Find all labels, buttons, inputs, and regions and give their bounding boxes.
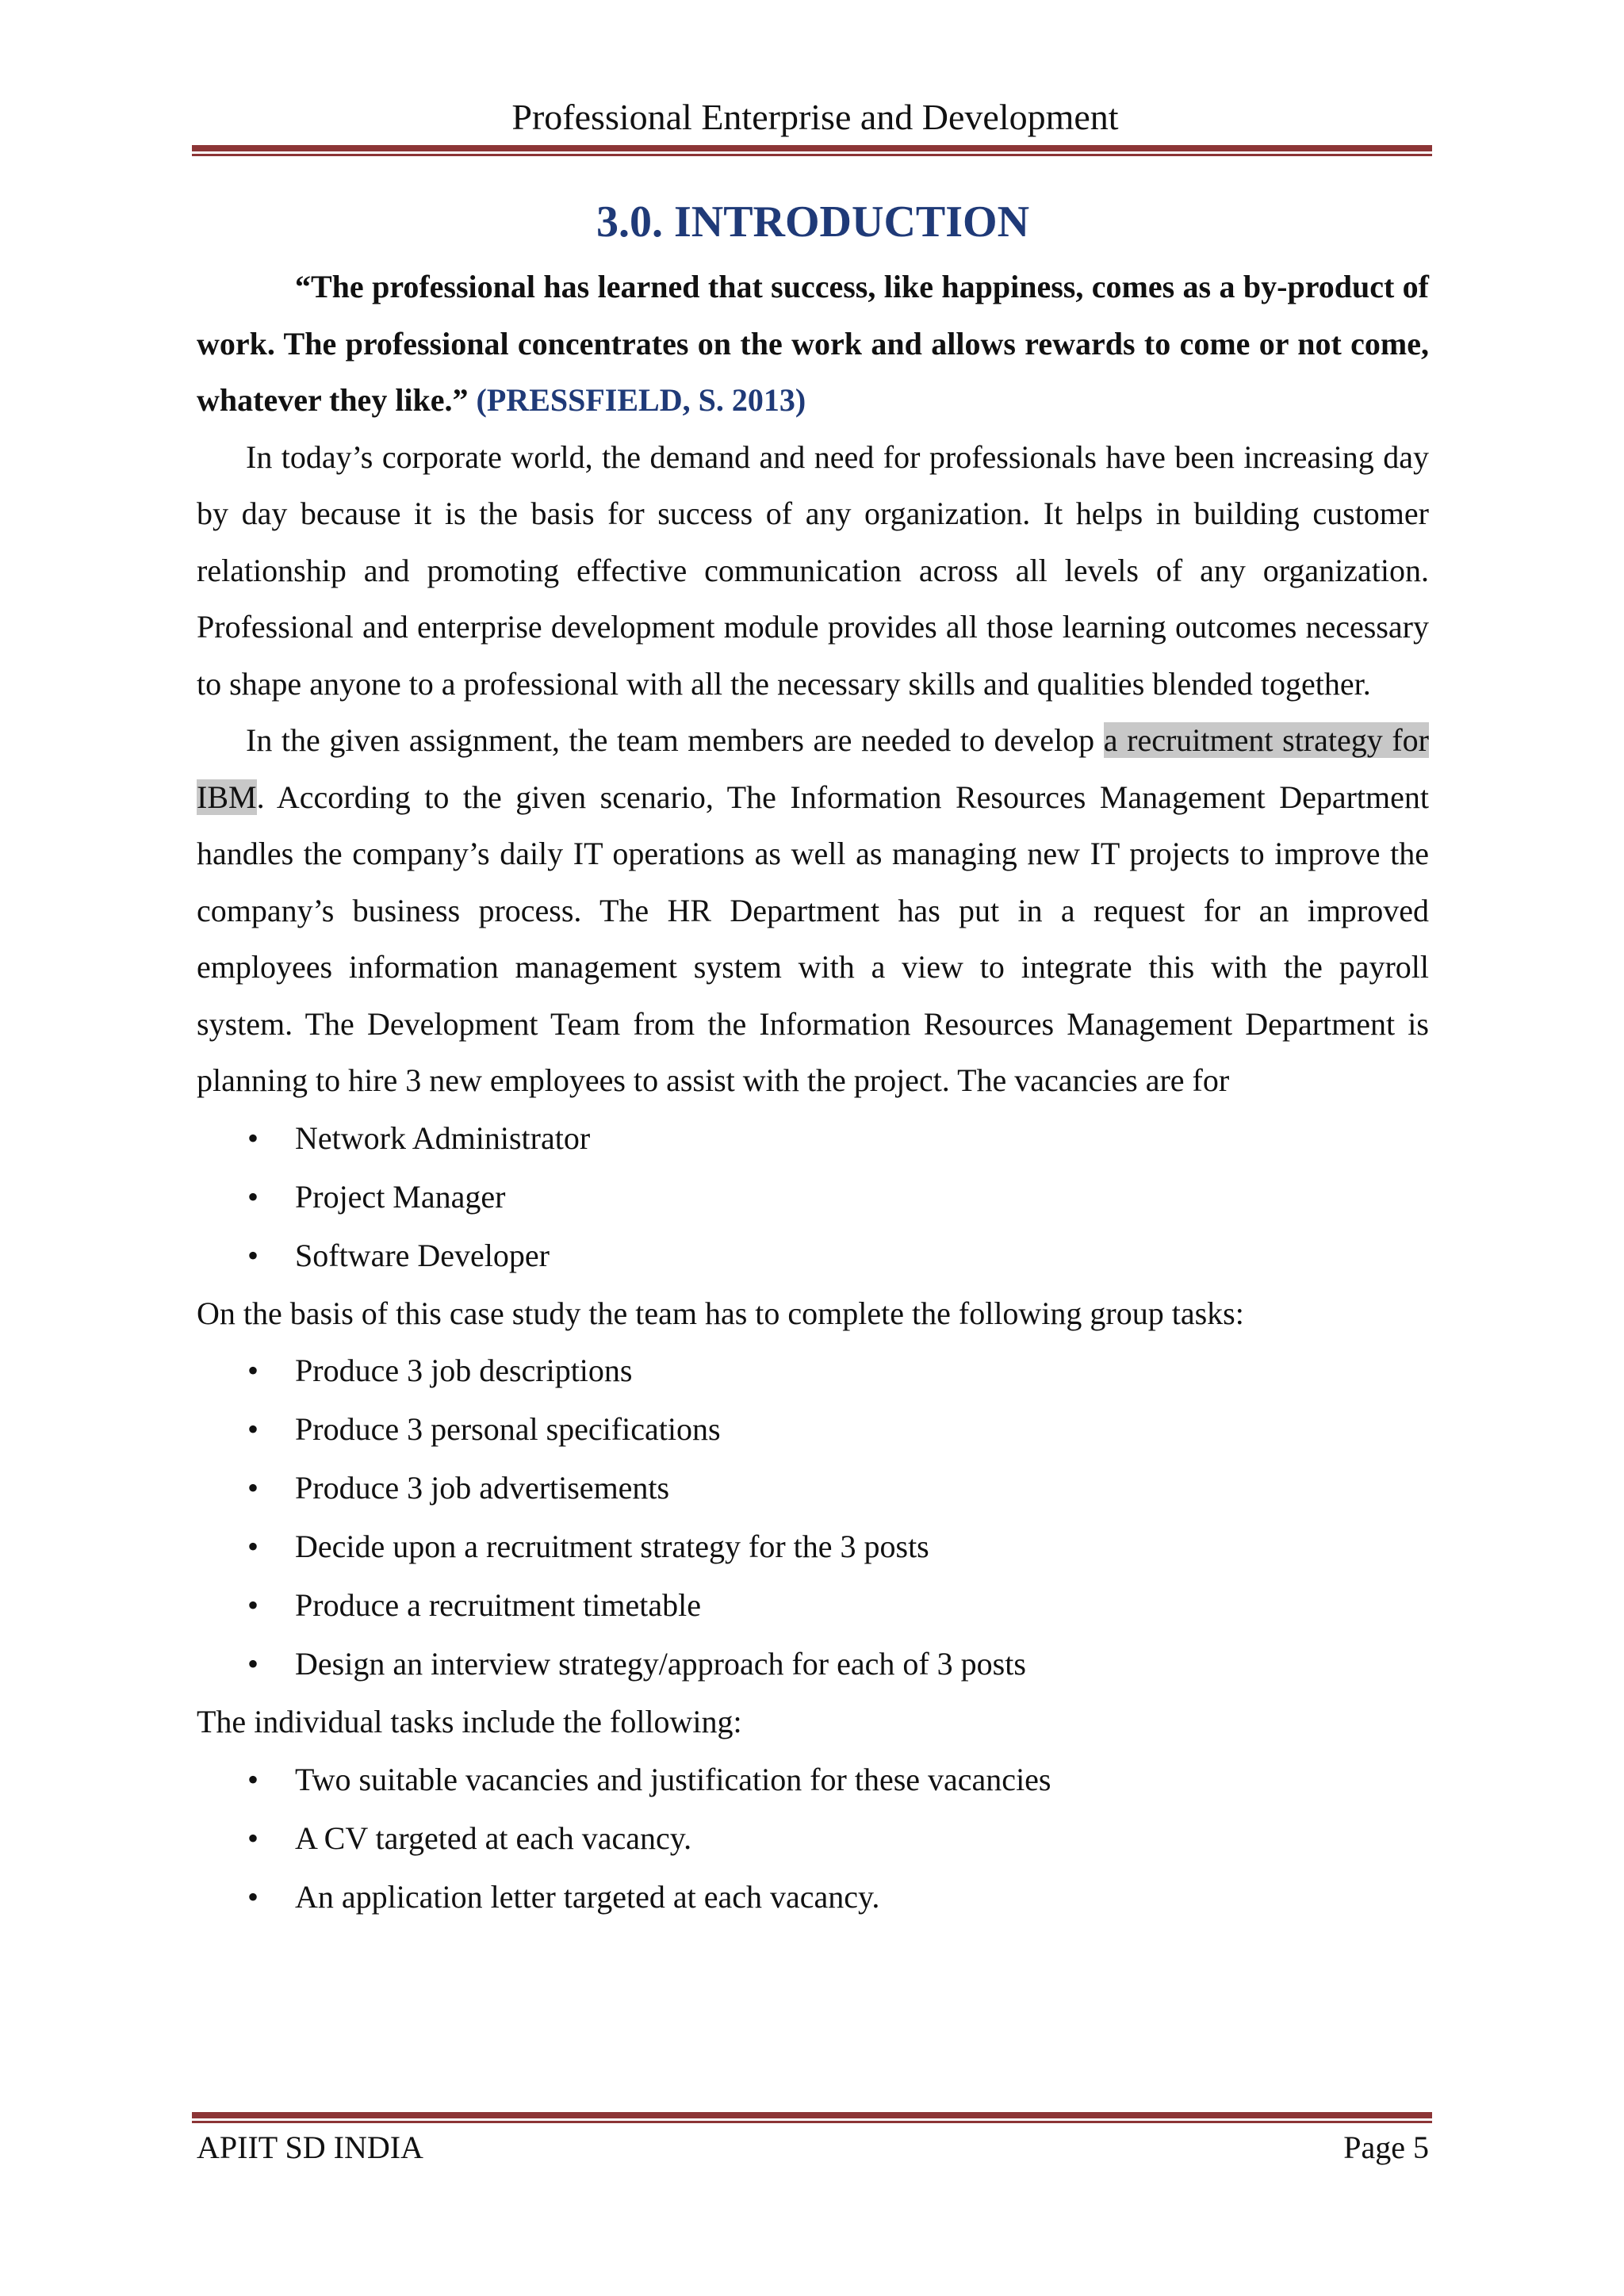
paragraph-assignment [197,712,1429,1109]
bullet-icon: • [247,1178,259,1215]
list-item: • Produce 3 job descriptions [197,1341,1429,1400]
bullet-icon: • [247,1353,259,1388]
bullet-icon: • [247,1119,259,1156]
bullet-icon: • [247,1646,259,1682]
section-heading: 3.0. INTRODUCTION [596,197,1030,247]
list-item: • A CV targeted at each vacancy. [197,1809,1429,1868]
quote-text: “The professional has learned that success, like happiness, comes as a by-product of work. The professional concentrates on the work and allows rewards to come or not come, whatever they like.” [197,269,1429,418]
page-content [197,190,1429,1927]
individual-tasks-intro: The individual tasks include the following: [197,1704,742,1739]
list-item: • Produce 3 job advertisements [197,1459,1429,1517]
group-tasks-list [197,1341,1429,1693]
footer-institution: APIIT SD INDIA [197,2130,423,2165]
group-tasks-intro: On the basis of this case study the team has to complete the following group tasks: [197,1295,1244,1331]
list-item: • Decide upon a recruitment strategy for the 3 posts [197,1517,1429,1576]
list-item: • Project Manager [197,1168,1429,1226]
bullet-icon: • [247,1470,259,1506]
list-item: • Network Administrator [197,1109,1429,1168]
list-item: • Design an interview strategy/approach for each of 3 posts [197,1635,1429,1693]
paragraph-corporate-world: In today’s corporate world, the demand and need for professionals have been increasing day by day because it is the basis for success of any organization. It helps in building customer relationship and promoting effective communication across all levels of any organization. Professional and enterprise development module provides all those learning outcomes necessary to shape anyone to a professional with all the necessary skills and qualities blended together. [197,438,1429,702]
bullet-icon: • [247,1529,259,1564]
list-item: • Two suitable vacancies and justification for these vacancies [197,1751,1429,1809]
individual-tasks-list [197,1751,1429,1927]
list-item: • Software Developer [197,1226,1429,1285]
footer-page-number: Page 5 [1343,2130,1429,2165]
highlighted-text: a recruitment strategy for IBM [197,722,1429,815]
page-header-title: Professional Enterprise and Development [511,97,1119,137]
vacancies-list [197,1109,1429,1285]
quote-citation: (PRESSFIELD, S. 2013) [476,382,806,418]
bullet-icon: • [247,1587,259,1623]
header-rule [192,145,1432,156]
bullet-icon: • [247,1411,259,1447]
assignment-text-start: In the given assignment, the team members are needed to develop [246,722,1104,758]
list-item: • An application letter targeted at each vacancy. [197,1868,1429,1927]
opening-quote [197,258,1429,429]
list-item: • Produce 3 personal specifications [197,1400,1429,1459]
bullet-icon: • [247,1761,259,1797]
list-item: • Produce a recruitment timetable [197,1576,1429,1635]
bullet-icon: • [247,1237,259,1273]
bullet-icon: • [247,1878,259,1915]
assignment-text-rest: . According to the given scenario, The Information Resources Management Department handles the company’s daily IT operations as well as managing new IT projects to improve the company’s business process. The HR Department has put in a request for an improved employees information management system with a view to integrate this with the payroll system. The Development Team from the Information Resources Management Department is planning to hire 3 new employees to assist with the project. The vacancies are for [197,779,1429,1098]
footer-rule [192,2112,1432,2123]
bullet-icon: • [247,1820,259,1856]
